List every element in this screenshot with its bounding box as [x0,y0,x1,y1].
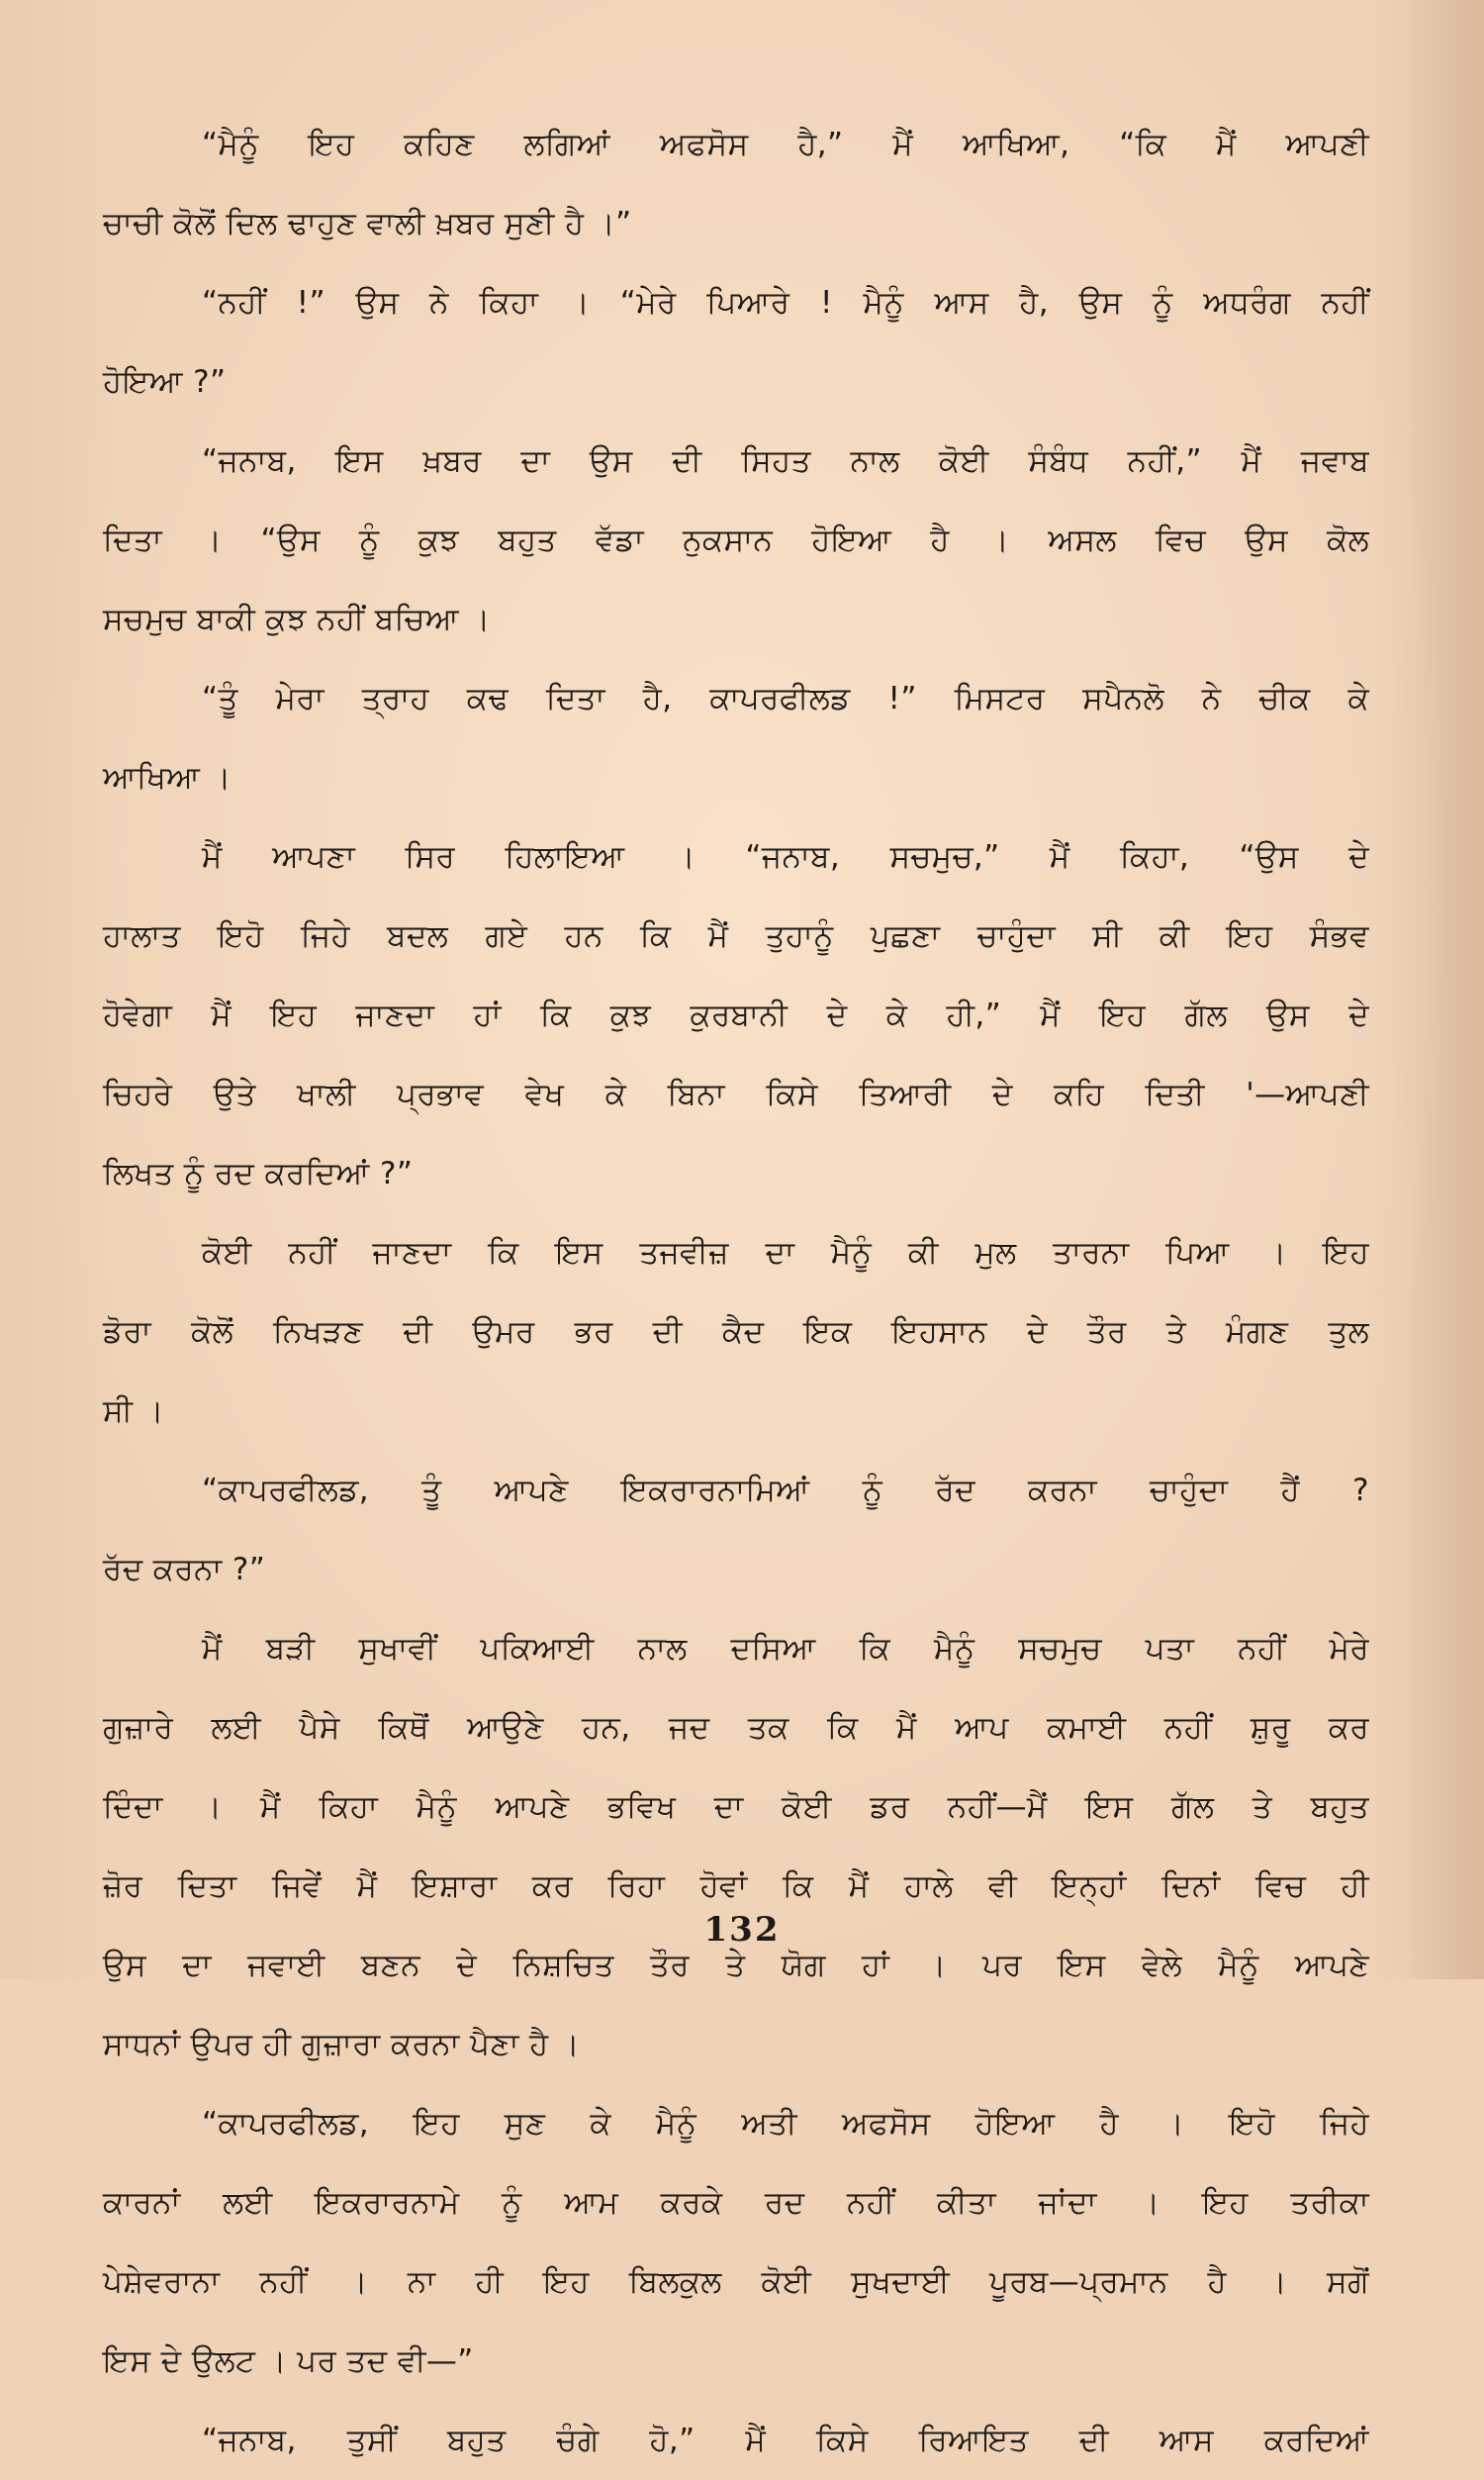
text-line: ਕਾਰਨਾਂ ਲਈ ਇਕਰਾਰਨਾਮੇ ਨੂੰ ਆਮ ਕਰਕੇ ਰਦ ਨਹੀਂ ਕੀਤਾ ਜਾਂਦਾ । ਇਹ ਤਰੀਕਾ [103,2185,1369,2221]
text-line: ਦਿਤਾ । “ਉਸ ਨੂੰ ਕੁਝ ਬਹੁਤ ਵੱਡਾ ਨੁਕਸਾਨ ਹੋਇਆ ਹੈ । ਅਸਲ ਵਿਚ ਉਸ ਕੋਲ [103,523,1369,558]
text-line: ਪੇਸ਼ੇਵਰਾਨਾ ਨਹੀਂ । ਨਾ ਹੀ ਇਹ ਬਿਲਕੁਲ ਕੋਈ ਸੁਖਦਾਈ ਪੂਰਬ—ਪ੍ਰਮਾਨ ਹੈ । ਸਗੋਂ [103,2264,1369,2300]
text-line: ਹੋਵੇਗਾ ਮੈਂ ਇਹ ਜਾਣਦਾ ਹਾਂ ਕਿ ਕੁਝ ਕੁਰਬਾਨੀ ਦੇ ਕੇ ਹੀ,” ਮੈਂ ਇਹ ਗੱਲ ਉਸ ਦੇ [103,998,1369,1033]
text-line: “ਕਾਪਰਫੀਲਡ, ਇਹ ਸੁਣ ਕੇ ਮੈਨੂੰ ਅਤੀ ਅਫਸੋਸ ਹੋਇਆ ਹੈ । ਇਹੋ ਜਿਹੇ [202,2106,1369,2142]
text-line: ਗੁਜ਼ਾਰੇ ਲਈ ਪੈਸੇ ਕਿਥੋਂ ਆਉਣੇ ਹਨ, ਜਦ ਤਕ ਕਿ ਮੈਂ ਆਪ ਕਮਾਈ ਨਹੀਂ ਸ਼ੁਰੂ ਕਰ [103,1710,1369,1746]
page-number: 132 [703,1910,781,1950]
text-line: ਕੋਈ ਨਹੀਂ ਜਾਣਦਾ ਕਿ ਇਸ ਤਜਵੀਜ਼ ਦਾ ਮੈਨੂੰ ਕੀ ਮੁਲ ਤਾਰਨਾ ਪਿਆ । ਇਹ [202,1235,1369,1271]
text-line: ਸਾਧਨਾਂ ਉਪਰ ਹੀ ਗੁਜ਼ਾਰਾ ਕਰਨਾ ਪੈਣਾ ਹੈ । [103,2027,581,2062]
text-line: “ਮੈਨੂੰ ਇਹ ਕਹਿਣ ਲਗਿਆਂ ਅਫਸੋਸ ਹੈ,” ਮੈਂ ਆਖਿਆ, “ਕਿ ਮੈਂ ਆਪਣੀ [202,127,1369,162]
text-line: ਮੈਂ ਬੜੀ ਸੁਖਾਵੀਂ ਪਕਿਆਈ ਨਾਲ ਦਸਿਆ ਕਿ ਮੈਨੂੰ ਸਚਮੁਚ ਪਤਾ ਨਹੀਂ ਮੇਰੇ [202,1631,1369,1667]
text-line: ਸਚਮੁਚ ਬਾਕੀ ਕੁਝ ਨਹੀਂ ਬਚਿਆ । [103,602,491,637]
text-line: ਇਸ ਦੇ ਉਲਟ । ਪਰ ਤਦ ਵੀ—” [103,2343,474,2379]
text-line: ਹੋਇਆ ?” [103,364,227,400]
text-line: ਮੈਂ ਆਪਣਾ ਸਿਰ ਹਿਲਾਇਆ । “ਜਨਾਬ, ਸਚਮੁਚ,” ਮੈਂ ਕਿਹਾ, “ਉਸ ਦੇ [202,839,1369,875]
text-line: “ਨਹੀਂ !” ਉਸ ਨੇ ਕਿਹਾ । “ਮੇਰੇ ਪਿਆਰੇ ! ਮੈਨੂੰ ਆਸ ਹੈ, ਉਸ ਨੂੰ ਅਧਰੰਗ ਨਹੀਂ [202,285,1369,321]
text-line: ਹਾਲਾਤ ਇਹੋ ਜਿਹੇ ਬਦਲ ਗਏ ਹਨ ਕਿ ਮੈਂ ਤੁਹਾਨੂੰ ਪੁਛਣਾ ਚਾਹੁੰਦਾ ਸੀ ਕੀ ਇਹ ਸੰਭਵ [103,918,1369,954]
page-text [103,105,1369,2480]
text-line: “ਤੂੰ ਮੇਰਾ ਤ੍ਰਾਹ ਕਢ ਦਿਤਾ ਹੈ, ਕਾਪਰਫੀਲਡ !” ਮਿਸਟਰ ਸਪੈਨਲੋ ਨੇ ਚੀਕ ਕੇ [202,681,1369,716]
page-edge-shadow [1395,0,1484,1979]
text-line: ਦਿੰਦਾ । ਮੈਂ ਕਿਹਾ ਮੈਨੂੰ ਆਪਣੇ ਭਵਿਖ ਦਾ ਕੋਈ ਡਰ ਨਹੀਂ—ਮੈਂ ਇਸ ਗੱਲ ਤੇ ਬਹੁਤ [103,1789,1369,1825]
text-line: ਰੱਦ ਕਰਨਾ ?” [103,1552,266,1587]
text-line: “ਜਨਾਬ, ਇਸ ਖ਼ਬਰ ਦਾ ਉਸ ਦੀ ਸਿਹਤ ਨਾਲ ਕੋਈ ਸੰਬੰਧ ਨਹੀਂ,” ਮੈਂ ਜਵਾਬ [202,443,1369,479]
text-line: ਸੀ । [103,1393,164,1429]
text-line: “ਕਾਪਰਫੀਲਡ, ਤੂੰ ਆਪਣੇ ਇਕਰਾਰਨਾਮਿਆਂ ਨੂੰ ਰੱਦ ਕਰਨਾ ਚਾਹੁੰਦਾ ਹੈਂ ? [202,1473,1369,1508]
text-line: ਚਾਚੀ ਕੋਲੋਂ ਦਿਲ ਢਾਹੁਣ ਵਾਲੀ ਖ਼ਬਰ ਸੁਣੀ ਹੈ ।” [103,206,632,241]
text-line: ਚਿਹਰੇ ਉਤੇ ਖਾਲੀ ਪ੍ਰਭਾਵ ਵੇਖ ਕੇ ਬਿਨਾ ਕਿਸੇ ਤਿਆਰੀ ਦੇ ਕਹਿ ਦਿਤੀ '—ਆਪਣੀ [103,1077,1369,1112]
text-line: ਜ਼ੋਰ ਦਿਤਾ ਜਿਵੇਂ ਮੈਂ ਇਸ਼ਾਰਾ ਕਰ ਰਿਹਾ ਹੋਵਾਂ ਕਿ ਮੈਂ ਹਾਲੇ ਵੀ ਇਨ੍ਹਾਂ ਦਿਨਾਂ ਵਿਚ ਹੀ [103,1868,1369,1904]
text-line: ਆਖਿਆ । [103,760,232,796]
text-line: “ਜਨਾਬ, ਤੁਸੀਂ ਬਹੁਤ ਚੰਗੇ ਹੋ,” ਮੈਂ ਕਿਸੇ ਰਿਆਇਤ ਦੀ ਆਸ ਕਰਦਿਆਂ [202,2423,1369,2458]
text-line: ਡੋਰਾ ਕੋਲੋਂ ਨਿਖੜਣ ਦੀ ਉਮਰ ਭਰ ਦੀ ਕੈਦ ਇਕ ਇਹਸਾਨ ਦੇ ਤੌਰ ਤੇ ਮੰਗਣ ਤੁਲ [103,1314,1369,1350]
text-line: ਉਸ ਦਾ ਜਵਾਈ ਬਣਨ ਦੇ ਨਿਸ਼ਚਿਤ ਤੌਰ ਤੇ ਯੋਗ ਹਾਂ । ਪਰ ਇਸ ਵੇਲੇ ਮੈਨੂੰ ਆਪਣੇ [103,1948,1369,1983]
text-line: ਲਿਖਤ ਨੂੰ ਰਦ ਕਰਦਿਆਂ ?” [103,1156,414,1192]
